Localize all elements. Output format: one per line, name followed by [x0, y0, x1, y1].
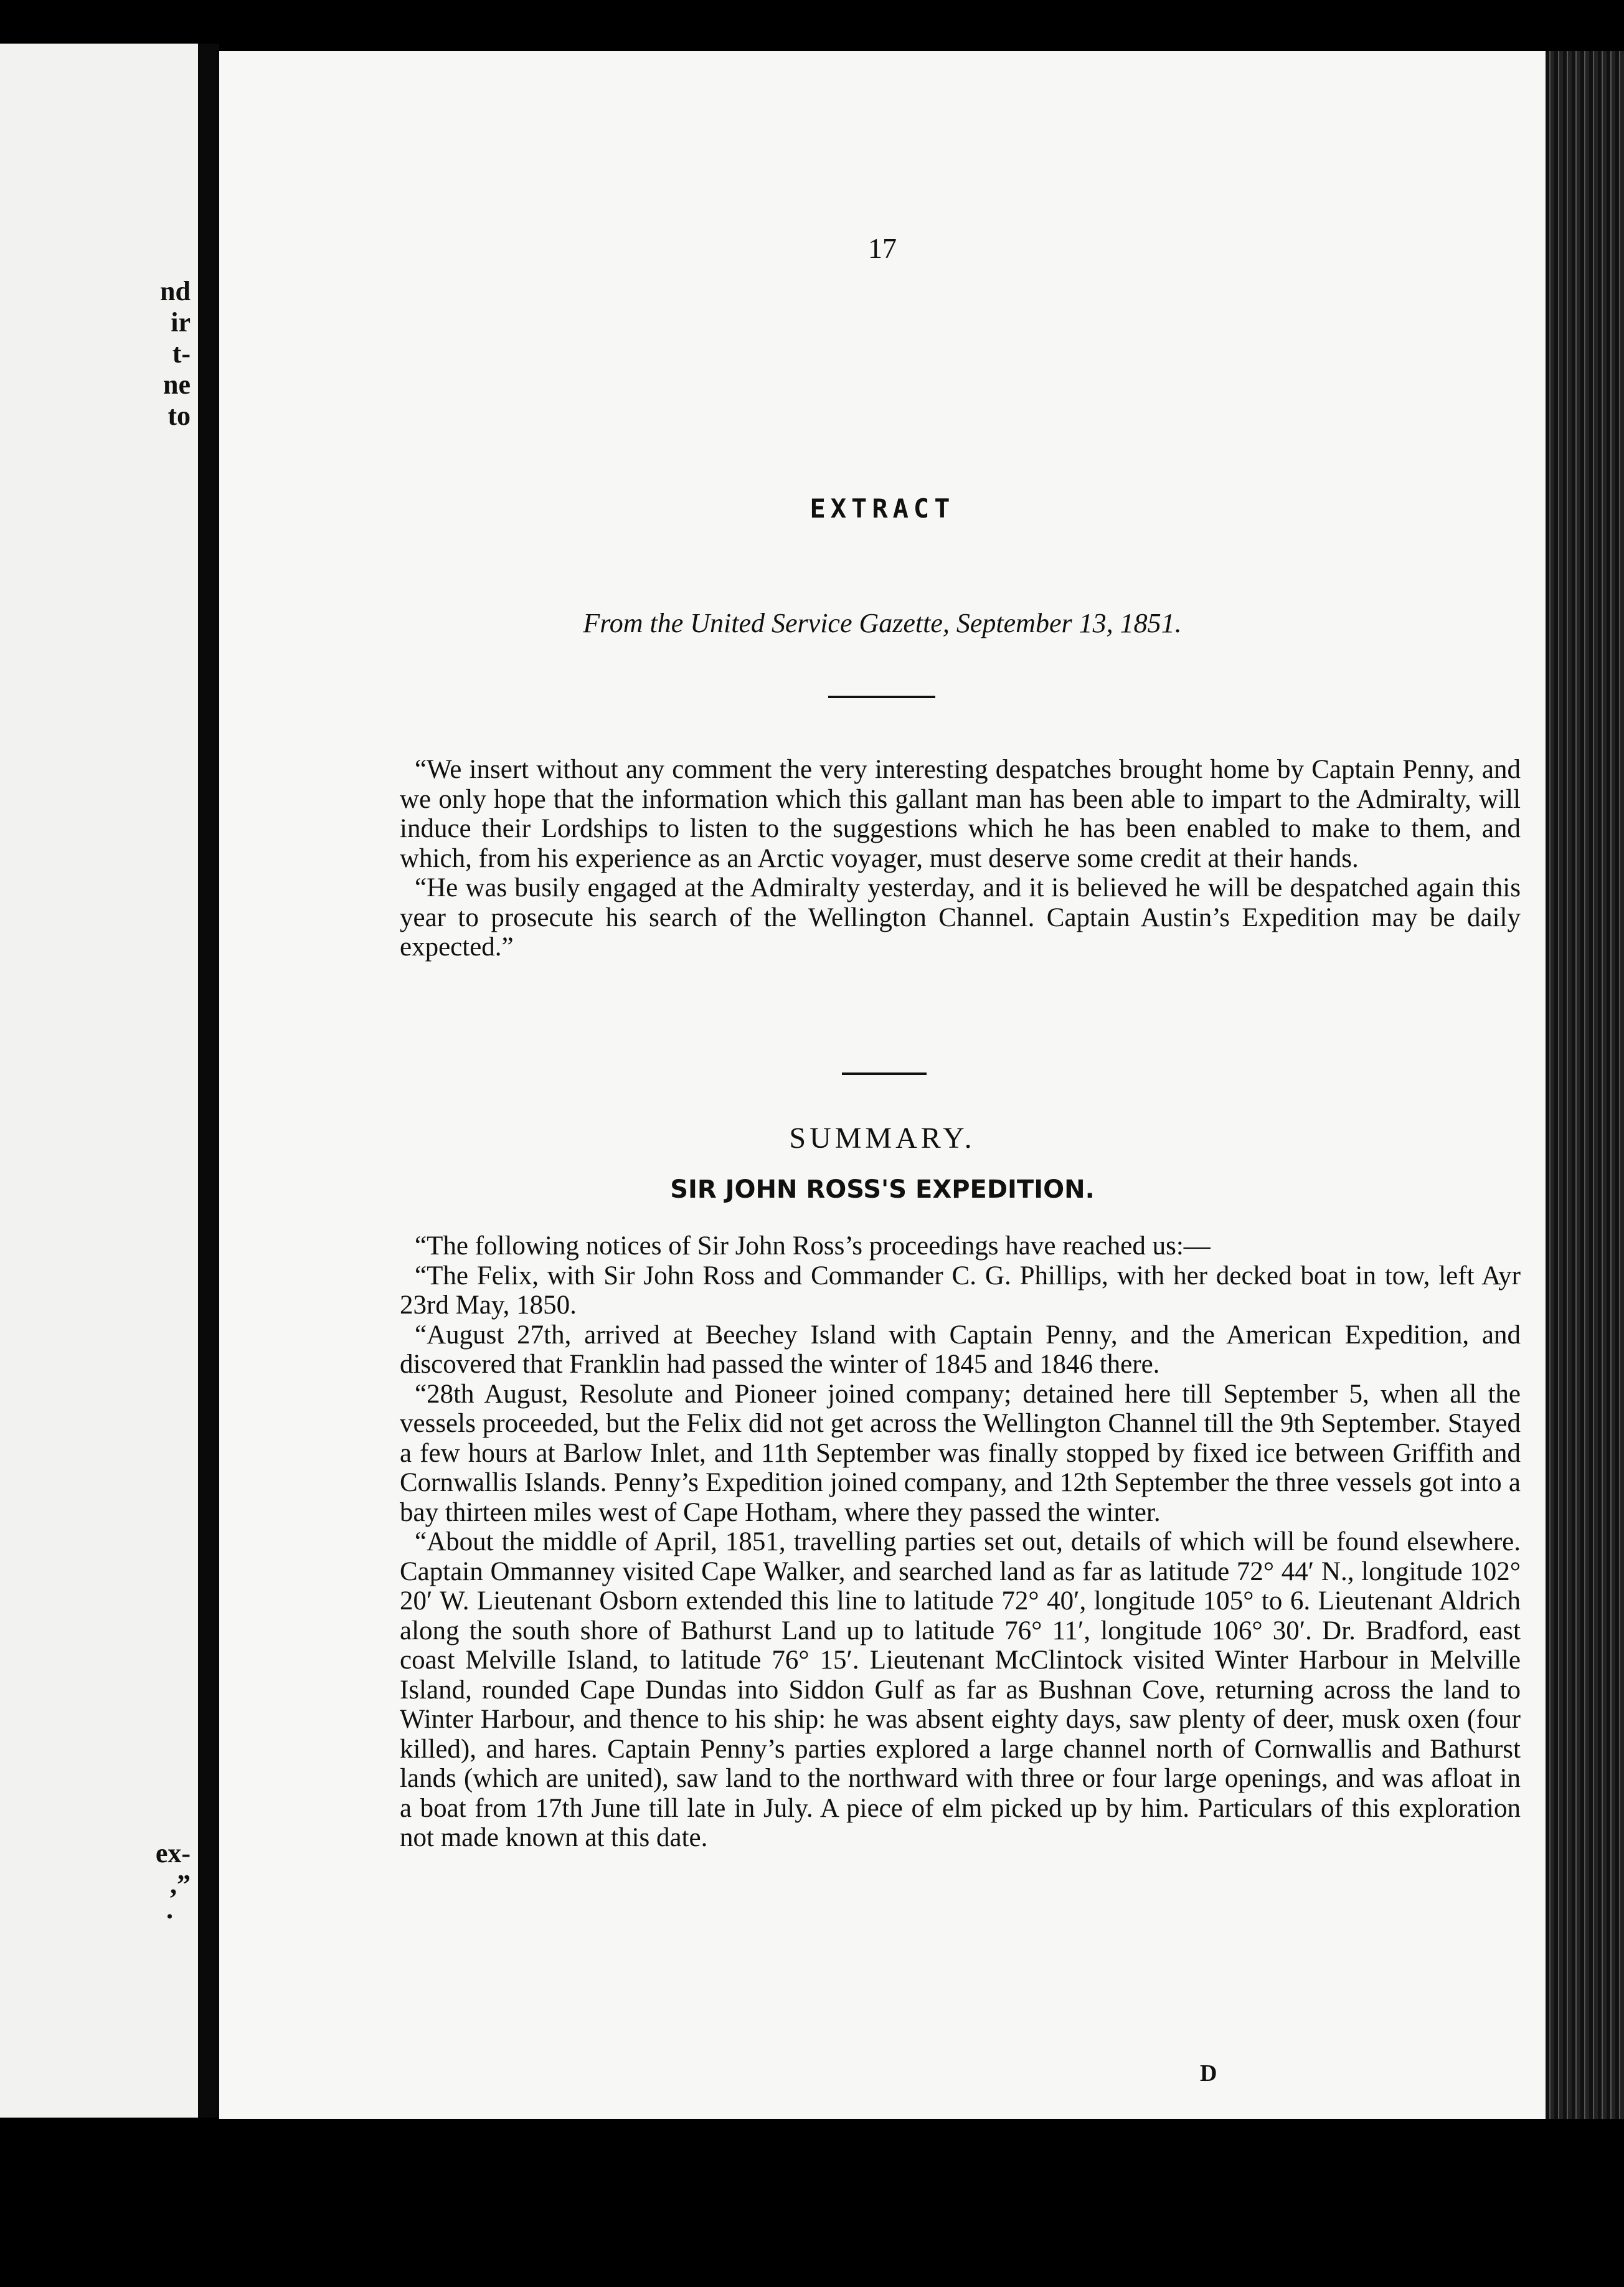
ross-expedition-heading: SIR JOHN ROSS'S EXPEDITION. [670, 1175, 1095, 1204]
left-fragment: to [168, 400, 191, 431]
extract-source: From the United Service Gazette, September 13, 1851. [583, 608, 1182, 638]
left-fragment: ne [163, 369, 191, 400]
left-page-edge [0, 44, 198, 2118]
extract-heading: EXTRACT [810, 493, 955, 524]
page-number: 17 [868, 232, 897, 264]
left-fragment: ir [171, 307, 191, 338]
page-stack-edge [1546, 51, 1624, 2119]
summary-paragraph: “August 27th, arrived at Beechey Island with Captain Penny, and the American Expedition, and discovered that Franklin had passed the winter of 1845 and 1846 there. [400, 1320, 1521, 1379]
left-fragment: ,” [170, 1869, 191, 1900]
left-fragment: ex- [155, 1838, 191, 1868]
left-fragment: t- [172, 338, 191, 369]
summary-paragraph: “About the middle of April, 1851, travelling parties set out, details of which will be found elsewhere. Captain Ommanney visited Cape Walker, and searched land as far as latitude 72° 44′ N., longitude 102° 20′ W. Lieutenant Osborn extended this line to latitude 72° 40′, longitude 105° to 6. Lieutenant Aldrich along the south shore of Bathurst Land up to latitude 76° 11′, longitude 106° 30′. Dr. Bradford, east coast Melville Island, to latitude 76° 15′. Lieutenant McClintock visited Winter Harbour in Melville Island, rounded Cape Dundas into Siddon Gulf as far as Bushnan Cove, returning across the land to Winter Harbour, and thence to his ship: he was absent eighty days, saw plenty of deer, musk oxen (four killed), and hares. Captain Penny’s parties explored a large channel north of Cornwallis and Bathurst lands (which are united), saw land to the northward with three or four large openings, and was afloat in a boat from 17th June till late in July. A piece of elm picked up by him. Particulars of this exploration not made known at this date. [400, 1527, 1521, 1852]
summary-paragraph: “The following notices of Sir John Ross’s proceedings have reached us:— [415, 1231, 1211, 1261]
divider-rule [828, 696, 935, 698]
summary-paragraph: “28th August, Resolute and Pioneer joined company; detained here till September 5, when all the vessels proceeded, but the Felix did not get across the Wellington Channel till the 9th September. Stayed a few hours at Barlow Inlet, and 11th September was finally stopped by fixed ice between Griffith and Cornwallis Islands. Penny’s Expedition joined company, and 12th September the three vessels got into a bay thirteen miles west of Cape Hotham, where they passed the winter. [400, 1379, 1521, 1527]
divider-rule [842, 1072, 927, 1075]
extract-body [400, 755, 1521, 962]
book-binding [198, 44, 219, 2118]
extract-paragraph: “He was busily engaged at the Admiralty yesterday, and it is believed he will be despatched again this year to prosecute his search of the Wellington Channel. Captain Austin’s Expedition may be daily expected.” [400, 873, 1521, 962]
summary-body [400, 1231, 1521, 1853]
summary-heading: SUMMARY. [789, 1122, 976, 1155]
left-fragment: . [166, 1894, 173, 1925]
signature-mark: D [1200, 2060, 1217, 2086]
left-fragment: nd [160, 276, 191, 306]
document-page [219, 51, 1546, 2119]
summary-paragraph: “The Felix, with Sir John Ross and Commander C. G. Phillips, with her decked boat in tow, left Ayr 23rd May, 1850. [400, 1261, 1521, 1320]
extract-paragraph: “We insert without any comment the very interesting despatches brought home by Captain Penny, and we only hope that the information which this gallant man has been able to impart to the Admiralty, will induce their Lordships to listen to the suggestions which he has been enabled to make to them, and which, from his experience as an Arctic voyager, must deserve some credit at their hands. [400, 755, 1521, 873]
